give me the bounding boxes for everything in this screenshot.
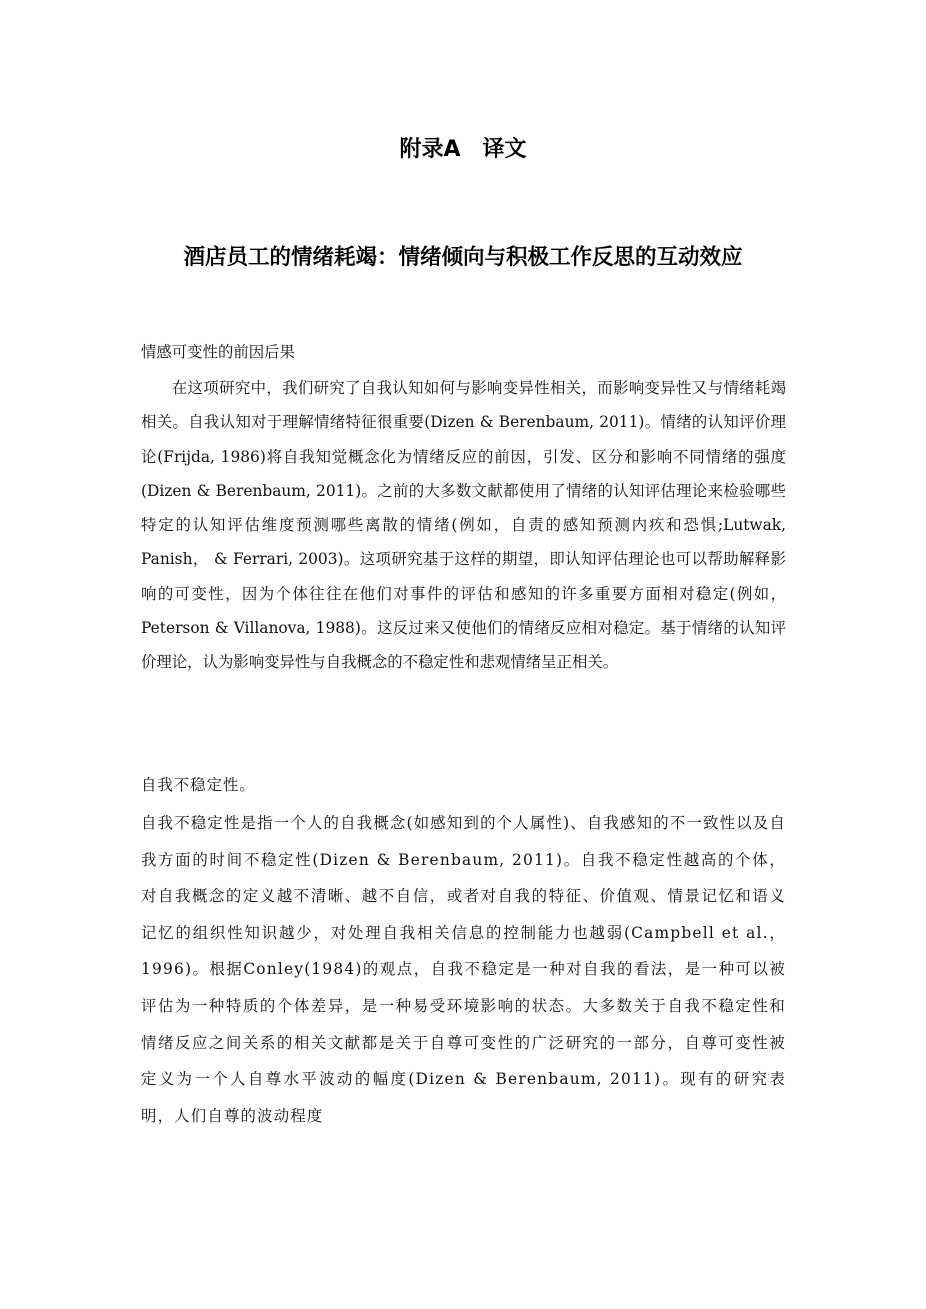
paragraph-affect-variability: 在这项研究中，我们研究了自我认知如何与影响变异性相关，而影响变异性又与情绪耗竭相关。自我认知对于理解情绪特征很重要(Dizen & Berenbaum, 2011)。情绪的认知评价理论(Frijda, 1986)将自我知觉概念化为情绪反应的前因，引发、区分和影响不同情绪的强度(Dizen & Berenbaum, 2011)。之前的大多数文献都使用了情绪的认知评估理论来检验哪些特定的认知评估维度预测哪些离散的情绪(例如，自责的感知预测内疚和恐惧;Lutwak, Panish， & Ferrari, 2003)。这项研究基于这样的期望，即认知评估理论也可以帮助解释影响的可变性，因为个体往往在他们对事件的评估和感知的许多重要方面相对稳定(例如，Peterson & Villanova, 1988)。这反过来又使他们的情绪反应相对稳定。基于情绪的认知评价理论，认为影响变异性与自我概念的不稳定性和悲观情绪呈正相关。 <box>141 379 786 672</box>
paragraph-self-instability: 自我不稳定性是指一个人的自我概念(如感知到的个人属性)、自我感知的不一致性以及自我方面的时间不稳定性(Dizen & Berenbaum, 2011)。自我不稳定性越高的个体，对自我概念的定义越不清晰、越不自信，或者对自我的特征、价值观、情景记忆和语义记忆的组织性知识越少，对处理自我相关信息的控制能力也越弱(Campbell et al.， 1996)。根据Conley(1984)的观点，自我不稳定是一种对自我的看法，是一种可以被评估为一种特质的个体差异，是一种易受环境影响的状态。大多数关于自我不稳定性和情绪反应之间关系的相关文献都是关于自尊可变性的广泛研究的一部分，自尊可变性被定义为一个人自尊水平波动的幅度(Dizen & Berenbaum, 2011)。现有的研究表明，人们自尊的波动程度 <box>141 814 786 1125</box>
appendix-title: 附录A 译文 <box>399 137 527 162</box>
section-heading-affect-variability: 情感可变性的前因后果 <box>141 343 295 361</box>
section-heading-self-instability: 自我不稳定性。 <box>141 776 256 794</box>
paper-title: 酒店员工的情绪耗竭：情绪倾向与积极工作反思的互动效应 <box>183 245 743 270</box>
